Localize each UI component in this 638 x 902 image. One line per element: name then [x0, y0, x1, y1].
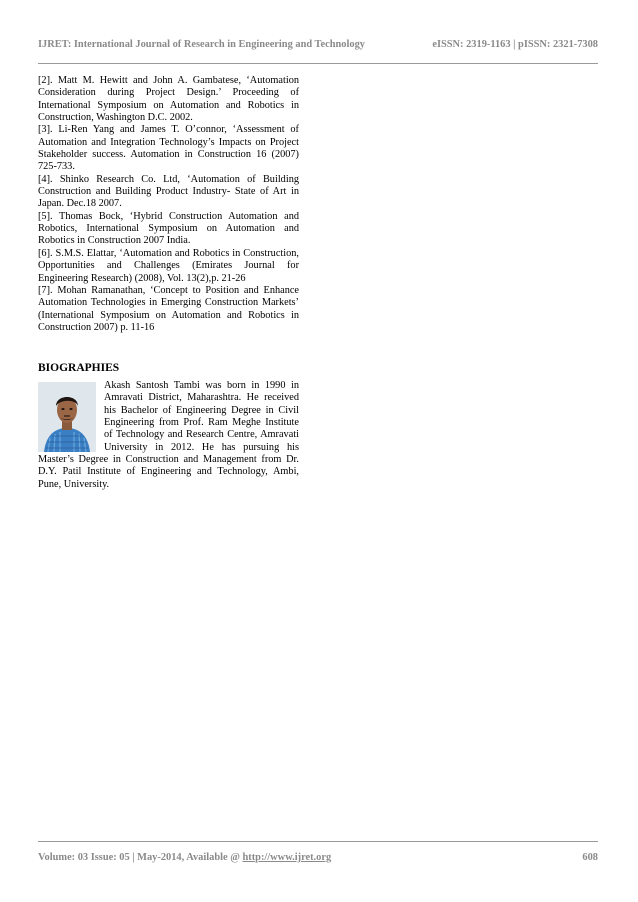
biographies-heading: BIOGRAPHIES [38, 362, 120, 374]
page-footer [38, 852, 598, 863]
reference-item: [2]. Matt M. Hewitt and John A. Gambatese, ‘Automation Consideration during Project Design.’ Proceeding of International Symposium on Automation and Robotics in Construction, Washington D.C. 2002. [38, 75, 299, 124]
header-divider [38, 63, 598, 64]
journal-link[interactable]: http://www.ijret.org [242, 852, 332, 863]
biography-section [38, 380, 299, 491]
reference-item: [6]. S.M.S. Elattar, ‘Automation and Robotics in Construction, Opportunities and Challenges (Emirates Journal for Engineering Research) (2008), Vol. 13(2),p. 21-26 [38, 247, 299, 284]
references-list [38, 75, 299, 334]
reference-item: [3]. Li-Ren Yang and James T. O’connor, ‘Assessment of Automation and Integration Technology’s Impacts on Project Stakeholder success. Automation in Construction 16 (2007) 725-733. [38, 124, 299, 173]
issn-text: eISSN: 2319-1163 | pISSN: 2321-7308 [432, 39, 598, 50]
footer-divider [38, 841, 598, 842]
biography-text: Akash Santosh Tambi was born in 1990 in Amravati District, Maharashtra. He received his Bachelor of Engineering Degree in Civil Engineering from Prof. Ram Meghe Institute of Technology and Research Centre, Amravati University in 2012. He has pursuing his Master’s Degree in Construction and Management from Dr. D.Y. Patil Institute of Engineering and Technology, Ambi, Pune, University. [38, 380, 299, 490]
page-header [38, 39, 598, 50]
volume-info [38, 852, 331, 863]
journal-title: IJRET: International Journal of Research in Engineering and Technology [38, 39, 365, 50]
author-portrait-image [38, 382, 96, 452]
page-number: 608 [582, 852, 598, 863]
reference-item: [7]. Mohan Ramanathan, ‘Concept to Position and Enhance Automation Technologies in Emerging Construction Markets’ (International Symposium on Automation and Robotics in Construction 2007) p. 11-16 [38, 284, 299, 333]
volume-text: Volume: 03 Issue: 05 | May-2014, Available @ [38, 852, 243, 863]
author-photo [38, 382, 96, 452]
reference-item: [4]. Shinko Research Co. Ltd, ‘Automation of Building Construction and Building Product Industry- State of Art in Japan. Dec.18 2007. [38, 173, 299, 210]
reference-item: [5]. Thomas Bock, ‘Hybrid Construction Automation and Robotics, International Symposium on Automation and Robotics in Construction 2007 India. [38, 210, 299, 247]
